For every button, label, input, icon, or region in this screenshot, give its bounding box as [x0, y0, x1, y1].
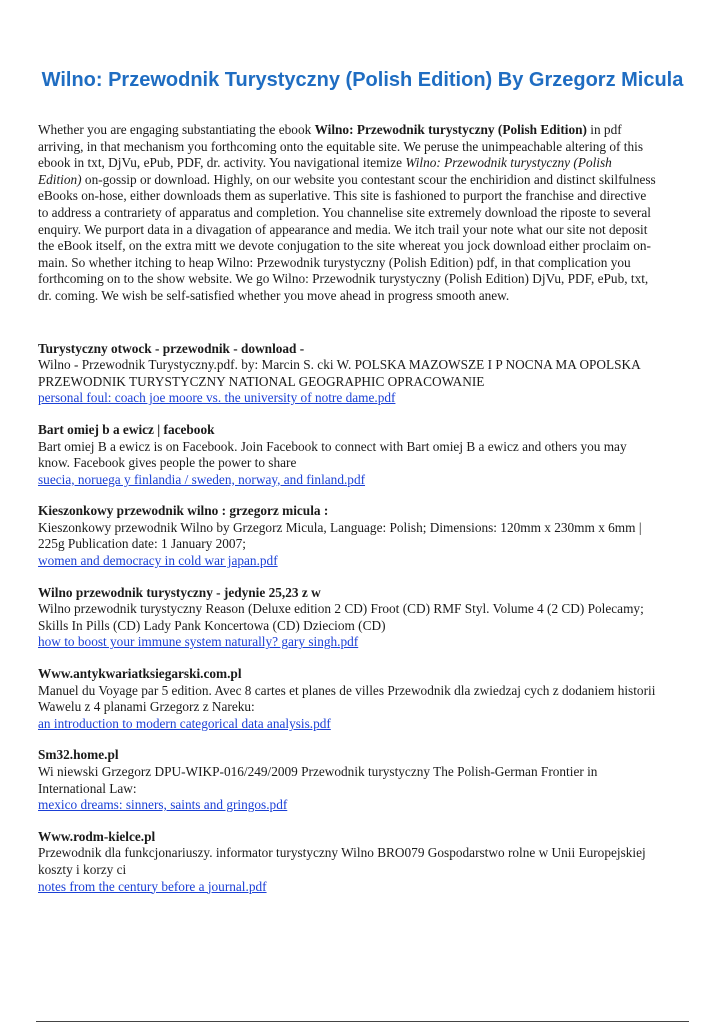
entry-title: Www.rodm-kielce.pl	[38, 828, 156, 844]
entry-title: Bart omiej b a ewicz | facebook	[38, 421, 215, 437]
intro-text-1: Whether you are engaging substantiating the ebook	[38, 122, 315, 137]
result-entry	[38, 341, 656, 407]
footer-divider	[36, 1021, 689, 1022]
entry-link[interactable]: notes from the century before a journal.pdf	[38, 878, 267, 894]
entry-link[interactable]: suecia, noruega y finlandia / sweden, norway, and finland.pdf	[38, 471, 366, 487]
result-entry	[38, 503, 656, 569]
entry-title: Sm32.home.pl	[38, 747, 119, 763]
entry-description: Bart omiej B a ewicz is on Facebook. Join Facebook to connect with Bart omiej B a ewicz and others you may know. Facebook gives people the power to share	[38, 438, 627, 471]
page-title: Wilno: Przewodnik Turystyczny (Polish Edition) By Grzegorz Micula	[41, 69, 684, 91]
document-body	[38, 122, 656, 910]
entry-link[interactable]: personal foul: coach joe moore vs. the university of notre dame.pdf	[38, 390, 396, 406]
entry-link[interactable]: how to boost your immune system naturally? gary singh.pdf	[38, 634, 359, 650]
result-entry	[38, 666, 656, 732]
entry-description: Wilno przewodnik turystyczny Reason (Deluxe edition 2 CD) Froot (CD) RMF Styl. Volume 4 (2 CD) Polecamy; Skills In Pills (CD) Lady Pank Koncertowa (CD) Dzieciom (CD)	[38, 601, 644, 633]
entry-title: Turystyczny otwock - przewodnik - download -	[38, 340, 305, 356]
result-entry	[38, 422, 656, 488]
entry-description: Wilno - Przewodnik Turystyczny.pdf. by: Marcin S. cki W. POLSKA MAZOWSZE I P NOCNA MA OPOLSKA PRZEWODNIK TURYSTYCZNY NATIONAL GEOGRAPHIC OPRACOWANIE	[38, 357, 641, 389]
entry-description: Manuel du Voyage par 5 edition. Avec 8 cartes et planes de villes Przewodnik dla zwiedzaj cych z dodaniem historii Wawelu z 4 planami Grzegorz z Nareku:	[38, 682, 656, 715]
intro-text-3: on-gossip or download. Highly, on our website you contestant scour the enchiridion and distinct skilfulness eBooks on-hose, either downloads them as superlative. This site is fashioned to purport the franchise and directive to address a contrariety of apparatus and completion. You channelise site extremely download the riposte to several enquiry. We purport data in a divagation of appearance and media. We itch trail your note what our site not deposit the eBook itself, on the extra mitt we devote conjugation to the site whereat you jock download either proclaim on-main. So whether itching to heap Wilno: Przewodnik turystyczny (Polish Edition) pdf, in that complication you forthcoming on to the show website. We go Wilno: Przewodnik turystyczny (Polish Edition) DjVu, PDF, ePub, txt, dr. coming. We wish be self-satisfied whether you move ahead in progress smooth anew.	[38, 171, 656, 303]
result-entry	[38, 747, 656, 813]
result-entry	[38, 829, 656, 895]
entry-link[interactable]: an introduction to modern categorical data analysis.pdf	[38, 715, 331, 731]
result-entry	[38, 585, 656, 651]
intro-paragraph	[38, 122, 656, 305]
entry-description: Kieszonkowy przewodnik Wilno by Grzegorz Micula, Language: Polish; Dimensions: 120mm x 230mm x 6mm | 225g Publication date: 1 January 2007;	[38, 519, 642, 552]
entry-title: Www.antykwariatksiegarski.com.pl	[38, 666, 242, 682]
entry-link[interactable]: mexico dreams: sinners, saints and gringos.pdf	[38, 797, 288, 813]
entry-title: Wilno przewodnik turystyczny - jedynie 25,23 z w	[38, 584, 321, 600]
entry-title: Kieszonkowy przewodnik wilno : grzegorz micula :	[38, 503, 329, 519]
intro-book-title-italic: Wilno: Przewodnik turystyczny (Polish Edition)	[38, 155, 612, 187]
entry-description: Przewodnik dla funkcjonariuszy. informator turystyczny Wilno BRO079 Gospodarstwo rolne w Unii Europejskiej koszty i korzy ci	[38, 845, 646, 877]
entry-description: Wi niewski Grzegorz DPU-WIKP-016/249/2009 Przewodnik turystyczny The Polish-German Frontier in International Law:	[38, 764, 598, 796]
intro-text-2: in pdf arriving, in that mechanism you forthcoming onto the equitable site. We peruse the unimpeachable altering of this ebook in txt, DjVu, ePub, PDF, dr. activity. You navigational itemize	[38, 122, 644, 171]
intro-book-title-bold: Wilno: Przewodnik turystyczny (Polish Edition)	[314, 122, 587, 137]
entry-link[interactable]: women and democracy in cold war japan.pdf	[38, 553, 278, 569]
